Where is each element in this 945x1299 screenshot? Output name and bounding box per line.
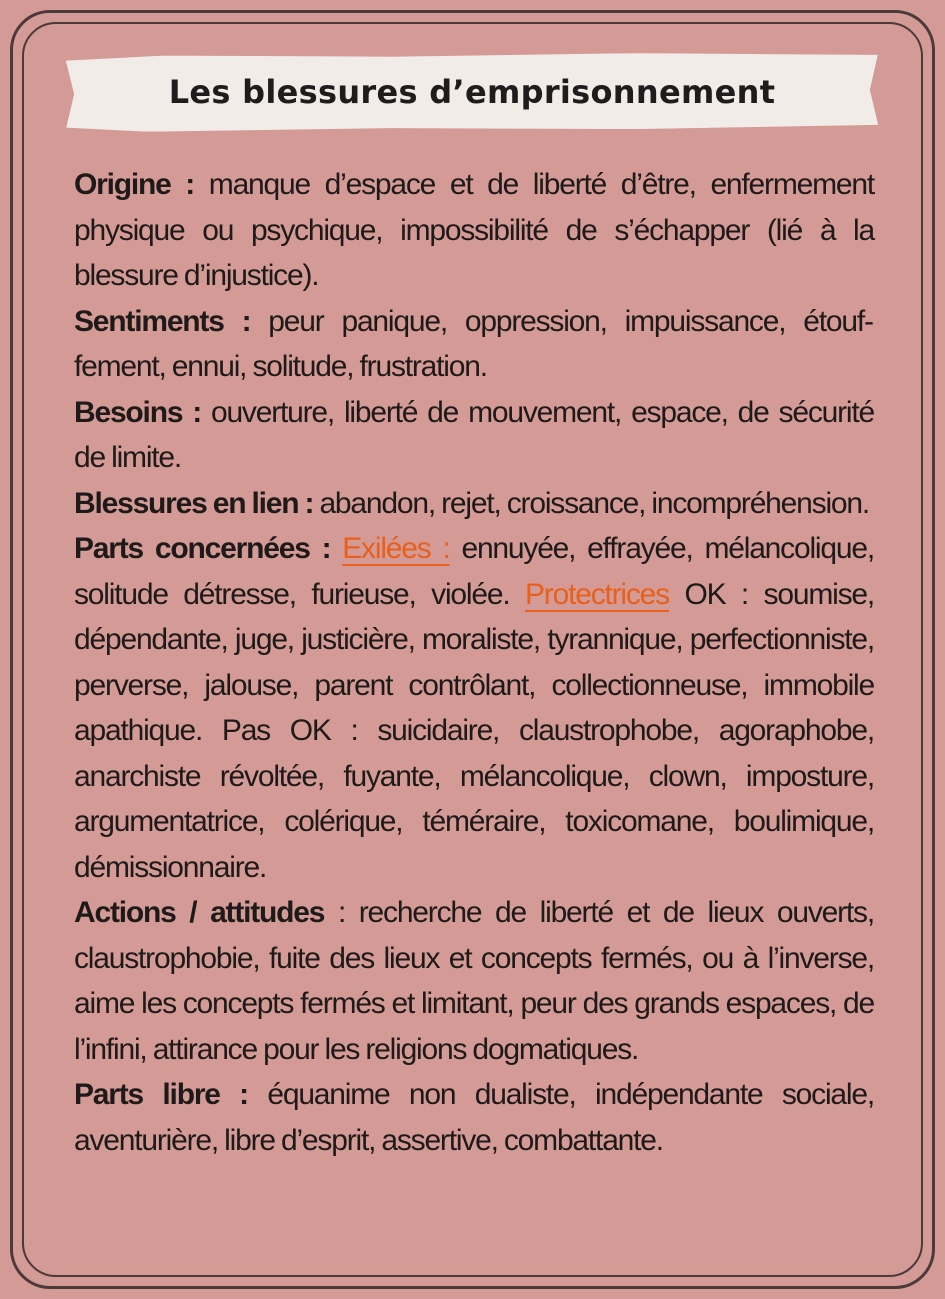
section-label: Parts concernées : [74, 532, 331, 565]
section-text: manque d’espace et de liberté d’être, enfermement physique ou psychique, impossibilité de s’échapper (lié à la blessure d’injustice). [74, 168, 874, 292]
section-text: : recherche de liberté et de lieux ouverts, claustrophobie, fuite des lieux et concepts fermés, ou à l’inverse, aime les concepts fermés et limitant, peur des grands espaces, de l’infini, attirance pour les religions dogmatiques. [74, 896, 874, 1066]
protectrices-text: OK : soumise, dépendante, juge, justicière, moraliste, tyrannique, perfectionniste, perverse, jalouse, parent contrôlant, collectionneuse, immobile apathique. Pas OK : suicidaire, claustrophobe, agoraphobe, anarchiste révoltée, fuyante, mélancolique, clown, imposture, argumentatrice, colérique, téméraire, toxicomane, boulimique, démissionnaire. [74, 577, 874, 884]
section-text: abandon, rejet, croissance, incompréhension. [313, 486, 870, 520]
section-parts-libre [74, 1072, 874, 1163]
section-text: équanime non dualiste, indépendante sociale, aventurière, libre d’esprit, assertive, combattante. [74, 1078, 875, 1157]
exilees-text: ennuyée, effrayée, mélancolique, solitude détresse, furieuse, violée. [74, 532, 874, 611]
section-parts-concernees [74, 526, 874, 890]
section-label: Actions / attitudes [74, 896, 325, 929]
section-sentiments [74, 299, 874, 390]
card-title: Les blessures d’emprisonnement [168, 73, 776, 111]
section-label: Parts libre : [74, 1078, 248, 1111]
section-label: Blessures en lien : [74, 486, 314, 520]
section-blessures-en-lien [74, 481, 874, 527]
section-label: Besoins : [74, 395, 202, 429]
exilees-label: Exilées : [342, 532, 450, 565]
section-label: Sentiments : [74, 304, 251, 338]
protectrices-label: Protectrices [524, 577, 669, 611]
section-actions-attitudes [74, 890, 874, 1072]
card-content [74, 162, 874, 1163]
section-label: Origine : [74, 168, 195, 201]
section-text: ouverture, liberté de mouvement, espace, de sécurité de limite. [74, 395, 874, 474]
section-besoins [74, 390, 874, 481]
section-text: peur panique, oppression, impuissance, étouffement, ennui, solitude, frustration. [74, 304, 874, 383]
section-origine [74, 162, 874, 299]
